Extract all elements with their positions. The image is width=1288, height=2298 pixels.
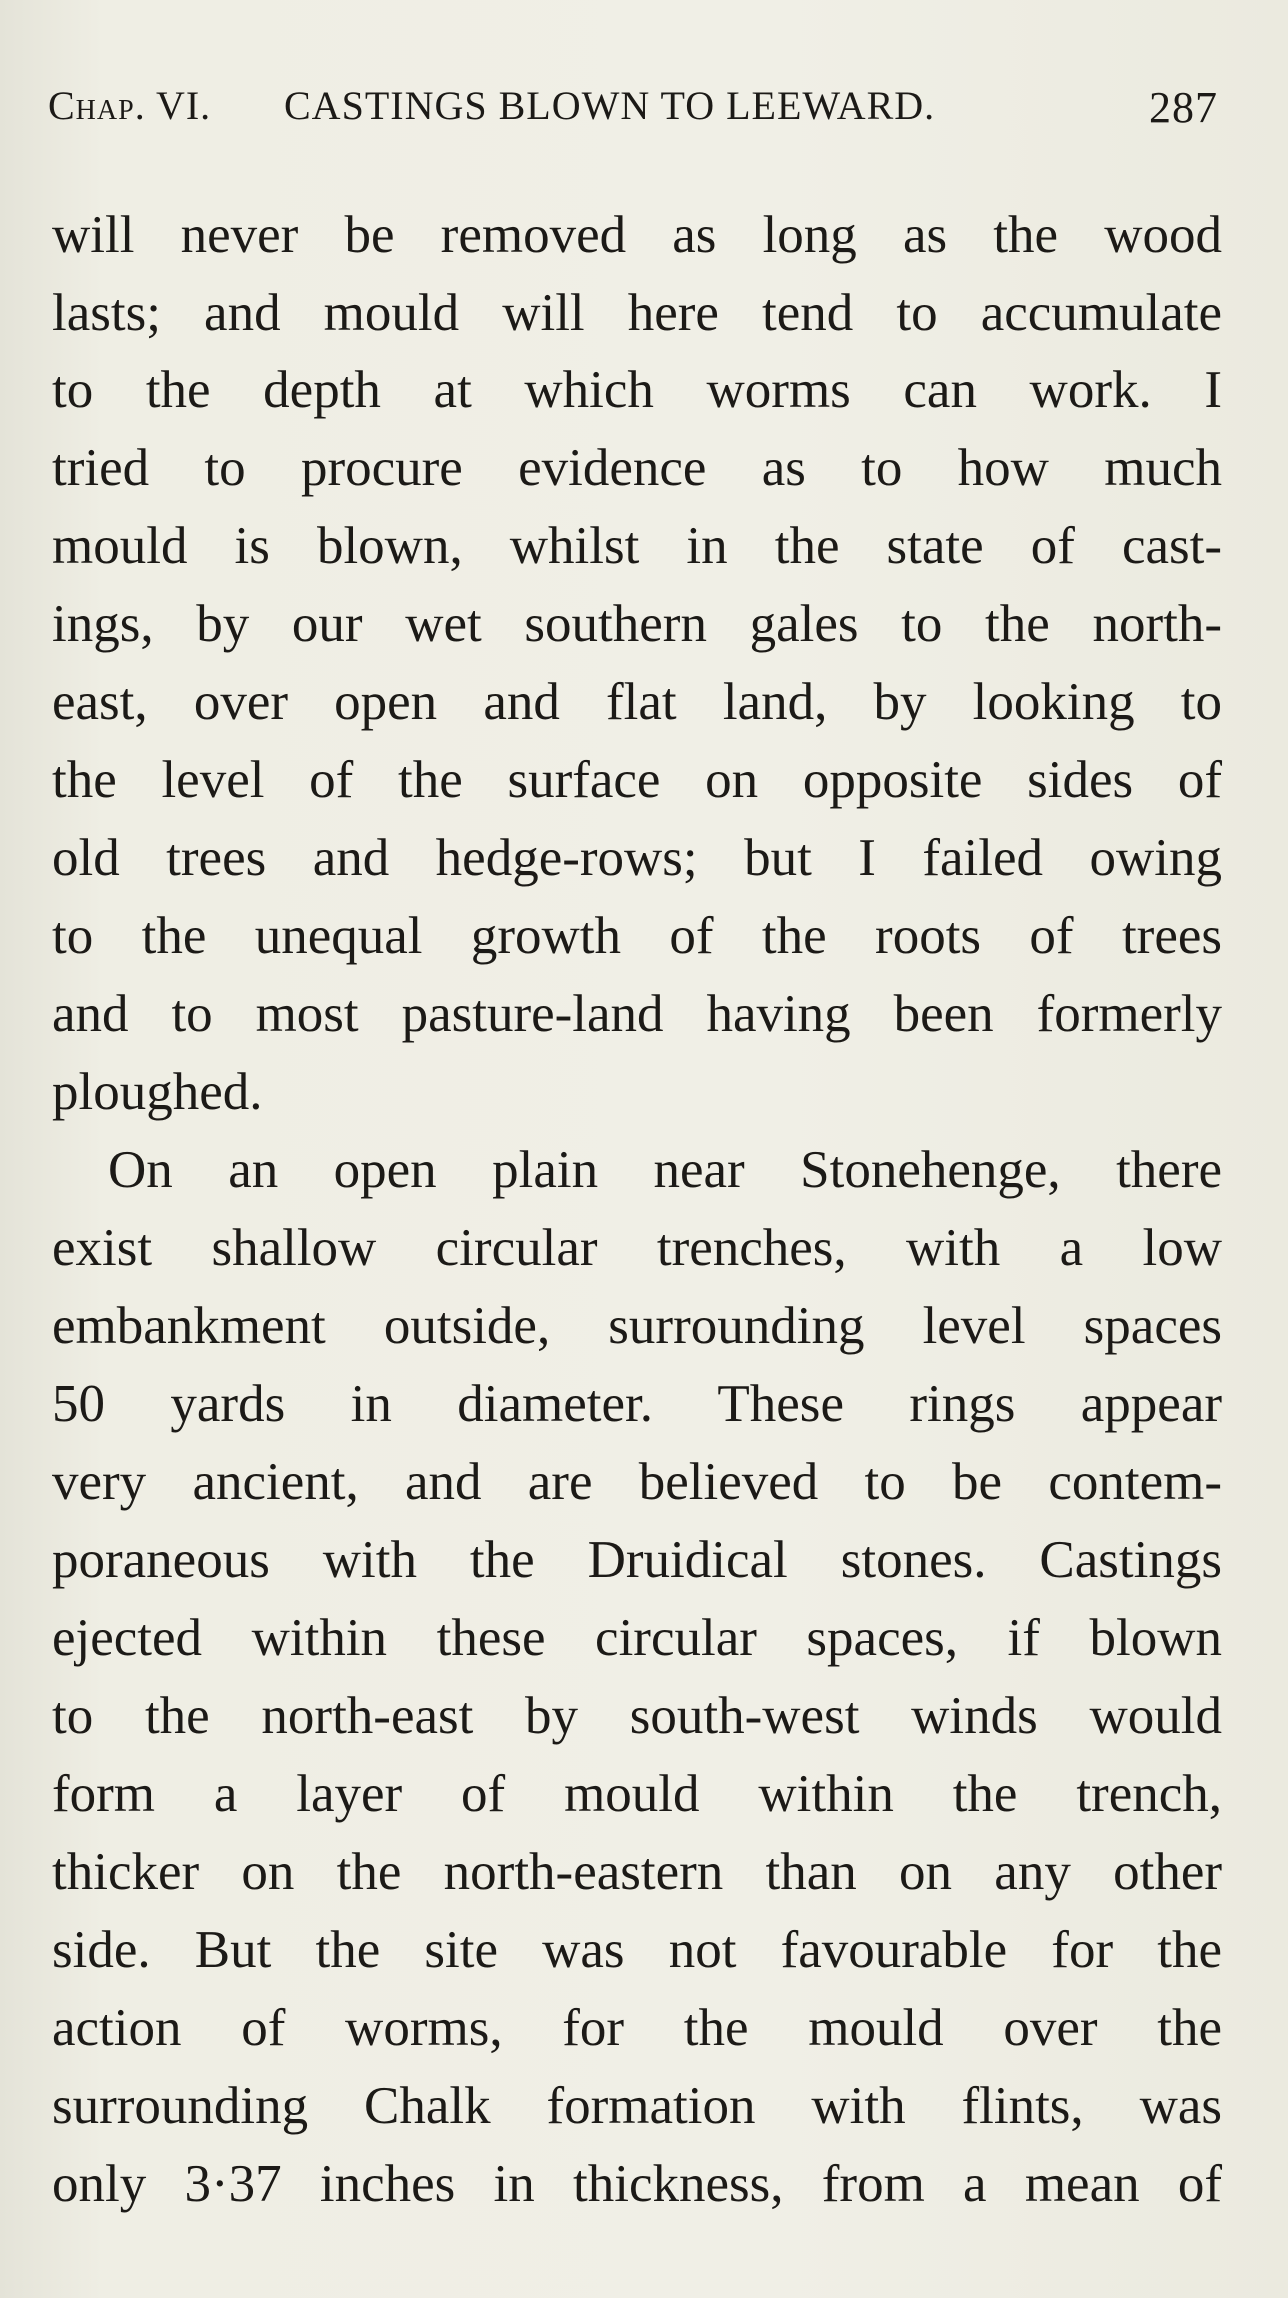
text-line: the level of the surface on opposite sides of xyxy=(52,751,1222,809)
text-line: action of worms, for the mould over the xyxy=(52,1999,1222,2057)
running-title: CASTINGS BLOWN TO LEEWARD. xyxy=(284,83,936,128)
text-line: to the north-east by south-west winds would xyxy=(52,1687,1222,1745)
text-line: tried to procure evidence as to how much xyxy=(52,439,1222,497)
text-line: ejected within these circular spaces, if blown xyxy=(52,1609,1222,1667)
text-line: form a layer of mould within the trench, xyxy=(52,1765,1222,1823)
running-header xyxy=(48,82,1218,142)
page-number: 287 xyxy=(1149,83,1218,132)
text-line: ploughed. xyxy=(52,1063,263,1121)
text-line: only 3·37 inches in thickness, from a mean of xyxy=(52,2155,1222,2213)
text-line: mould is blown, whilst in the state of cast- xyxy=(52,517,1222,575)
text-line: side. But the site was not favourable for the xyxy=(52,1921,1222,1979)
text-line: 50 yards in diameter. These rings appear xyxy=(52,1375,1222,1433)
text-line: and to most pasture-land having been formerly xyxy=(52,985,1222,1043)
text-line: embankment outside, surrounding level spaces xyxy=(52,1297,1222,1355)
text-line: to the depth at which worms can work. I xyxy=(52,361,1222,419)
text-line: lasts; and mould will here tend to accumulate xyxy=(52,284,1222,342)
text-line: poraneous with the Druidical stones. Castings xyxy=(52,1531,1222,1589)
text-line: thicker on the north-eastern than on any other xyxy=(52,1843,1222,1901)
text-line: old trees and hedge-rows; but I failed owing xyxy=(52,829,1222,887)
text-line: ings, by our wet southern gales to the north- xyxy=(52,595,1222,653)
text-line: will never be removed as long as the wood xyxy=(52,206,1222,264)
text-line: On an open plain near Stonehenge, there xyxy=(108,1141,1222,1199)
text-line: east, over open and flat land, by looking to xyxy=(52,673,1222,731)
chapter-label: Chap. VI. xyxy=(48,83,212,128)
text-line: to the unequal growth of the roots of trees xyxy=(52,907,1222,965)
text-line: surrounding Chalk formation with flints, was xyxy=(52,2077,1222,2135)
text-line: very ancient, and are believed to be contem- xyxy=(52,1453,1222,1511)
text-line: exist shallow circular trenches, with a low xyxy=(52,1219,1222,1277)
